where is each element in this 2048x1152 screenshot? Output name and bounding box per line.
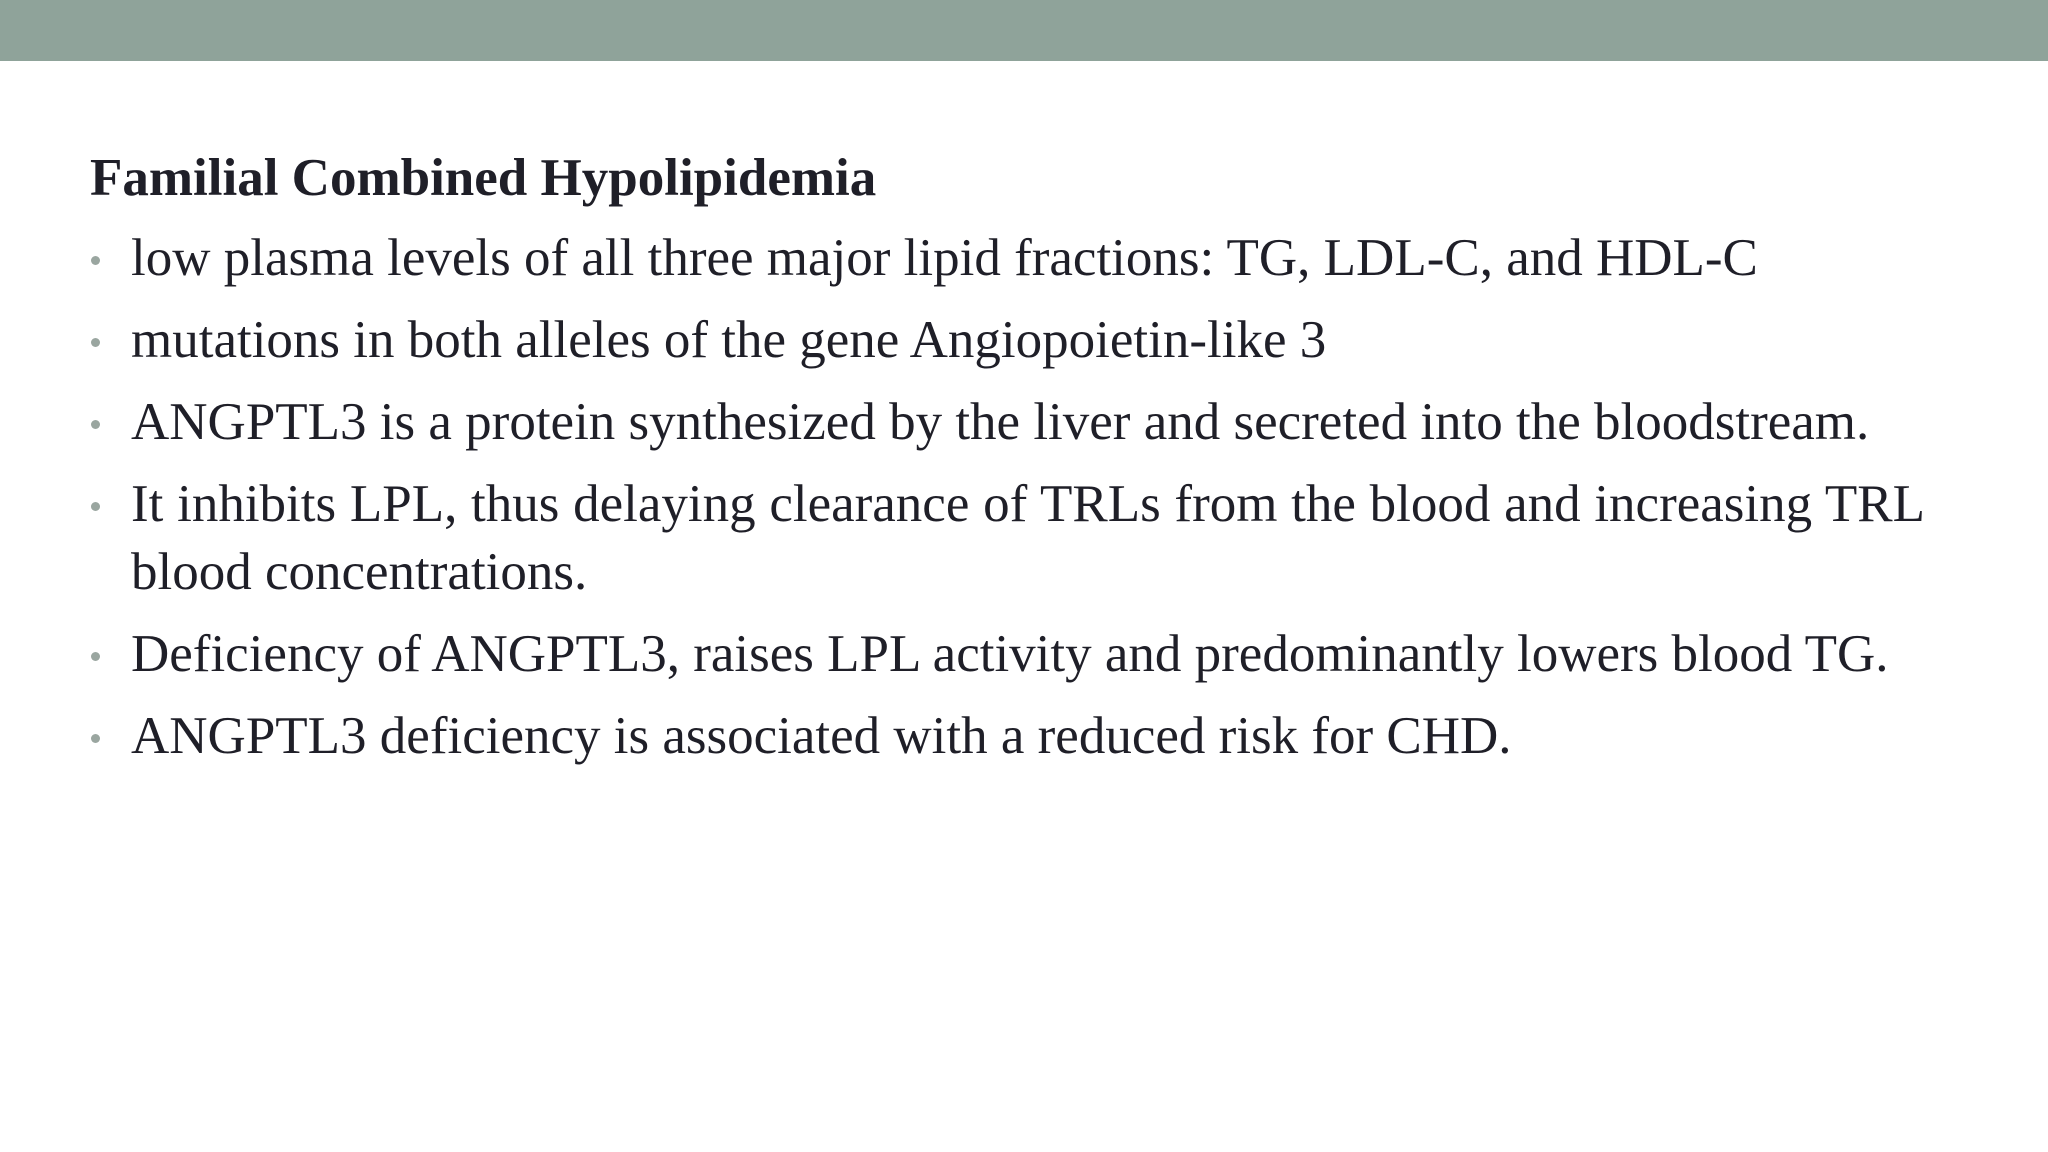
bullet-dot-icon <box>91 734 100 743</box>
bullet-dot-icon <box>91 256 100 265</box>
bullet-item <box>90 224 1925 292</box>
bullet-text: ANGPTL3 deficiency is associated with a reduced risk for CHD. <box>131 707 1512 765</box>
bullet-text: mutations in both alleles of the gene Angiopoietin-like 3 <box>131 311 1327 369</box>
bullet-text: Deficiency of ANGPTL3, raises LPL activity and predominantly lowers blood TG. <box>131 625 1889 683</box>
bullet-dot-icon <box>91 420 100 429</box>
bullet-item <box>90 702 1925 770</box>
bullet-item <box>90 306 1925 374</box>
slide-content <box>90 140 1925 784</box>
bullet-dot-icon <box>91 652 100 661</box>
top-accent-bar <box>0 0 2048 61</box>
slide-heading: Familial Combined Hypolipidemia <box>90 149 877 207</box>
bullet-list <box>90 224 1925 770</box>
bullet-item <box>90 620 1925 688</box>
bullet-text: It inhibits LPL, thus delaying clearance of TRLs from the blood and increasing TRL blood concentrations. <box>131 475 1925 601</box>
bullet-item <box>90 470 1925 606</box>
bullet-dot-icon <box>91 338 100 347</box>
bullet-item <box>90 388 1925 456</box>
bullet-text: ANGPTL3 is a protein synthesized by the liver and secreted into the bloodstream. <box>131 393 1870 451</box>
bullet-dot-icon <box>91 502 100 511</box>
bullet-text: low plasma levels of all three major lipid fractions: TG, LDL-C, and HDL-C <box>131 229 1758 287</box>
